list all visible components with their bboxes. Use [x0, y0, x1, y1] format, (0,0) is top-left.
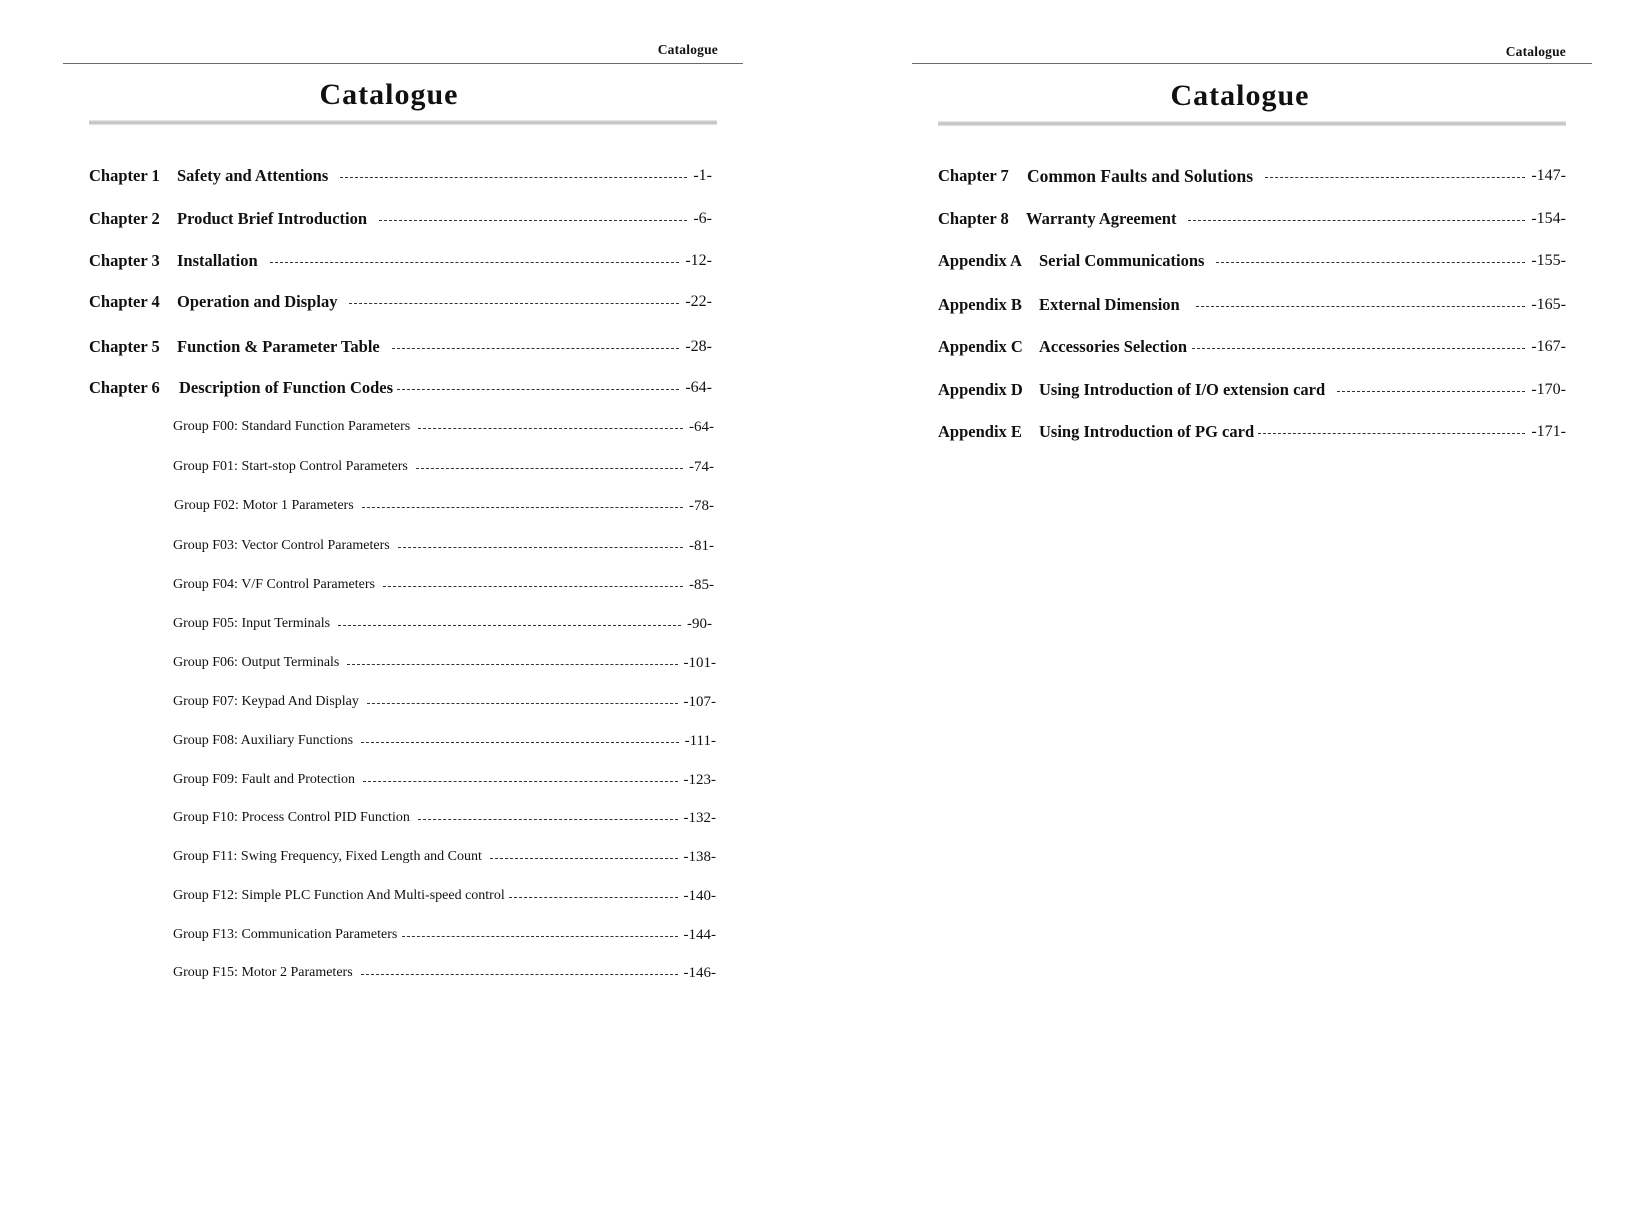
group-title: Group F06: Output Terminals — [173, 655, 340, 670]
group-title: Group F08: Auxiliary Functions — [173, 733, 354, 748]
group-title: Group F15: Motor 2 Parameters — [173, 965, 353, 980]
dot-leader — [1188, 220, 1525, 221]
chapter-title: Warranty Agreement — [1026, 209, 1177, 228]
dot-leader — [349, 303, 679, 304]
toc-group-entry — [173, 770, 716, 790]
page-number: -101- — [683, 654, 716, 671]
dot-leader — [418, 819, 678, 820]
dot-leader — [379, 220, 687, 221]
toc-appendix-entry — [938, 294, 1566, 316]
chapter-label: Chapter 3 — [89, 251, 160, 270]
page-number: -171- — [1531, 423, 1566, 440]
dot-leader — [398, 547, 683, 548]
toc-group-entry — [173, 963, 716, 983]
toc-group-entry — [173, 847, 716, 867]
toc-group-entry — [173, 653, 716, 673]
toc-chapter-entry — [89, 336, 712, 358]
toc-group-entry — [173, 886, 716, 906]
chapter-title: Function & Parameter Table — [177, 337, 380, 356]
chapter-label: Chapter 1 — [89, 166, 160, 185]
dot-leader — [1192, 348, 1525, 349]
dot-leader — [397, 389, 679, 390]
chapter-label: Chapter 7 — [938, 166, 1009, 185]
dot-leader — [490, 858, 678, 859]
group-title: Group F12: Simple PLC Function And Multi-speed control — [173, 888, 505, 903]
page-number: -170- — [1531, 381, 1566, 398]
dot-leader — [509, 897, 678, 898]
toc-appendix-entry — [938, 336, 1566, 358]
appendix-title: Serial Communications — [1039, 251, 1205, 270]
chapter-label: Chapter 8 — [938, 209, 1009, 228]
dot-leader — [1265, 177, 1525, 178]
dot-leader — [338, 625, 681, 626]
group-title: Group F10: Process Control PID Function — [173, 810, 410, 825]
appendix-label: Appendix E — [938, 422, 1022, 441]
toc-group-entry — [173, 457, 714, 477]
toc-group-entry — [173, 808, 716, 828]
title-rule — [89, 120, 717, 125]
dot-leader — [383, 586, 683, 587]
page-number: -1- — [693, 167, 712, 184]
toc-group-entry — [173, 417, 714, 437]
dot-leader — [361, 742, 679, 743]
dot-leader — [1258, 433, 1525, 434]
toc-group-entry — [173, 731, 716, 751]
group-title: Group F13: Communication Parameters — [173, 927, 398, 942]
chapter-label: Chapter 6 — [89, 378, 160, 397]
dot-leader — [416, 468, 683, 469]
dot-leader — [402, 936, 677, 937]
toc-chapter-entry — [89, 250, 712, 272]
appendix-label: Appendix C — [938, 337, 1023, 356]
dot-leader — [270, 262, 680, 263]
toc-chapter-entry — [938, 165, 1566, 187]
page-number: -140- — [683, 887, 716, 904]
group-title: Group F02: Motor 1 Parameters — [174, 498, 354, 513]
page-number: -111- — [684, 732, 716, 749]
dot-leader — [1196, 306, 1526, 307]
appendix-title: Accessories Selection — [1039, 337, 1187, 356]
page-number: -144- — [683, 926, 716, 943]
page-number: -81- — [689, 537, 714, 554]
toc-group-entry — [173, 614, 712, 634]
toc-appendix-entry — [938, 421, 1566, 443]
right-page — [822, 0, 1644, 1224]
toc-group-entry — [173, 692, 716, 712]
header-rule — [63, 63, 743, 64]
page-title: Catalogue — [1170, 79, 1310, 112]
chapter-title: Description of Function Codes — [179, 378, 394, 397]
toc-appendix-entry — [938, 379, 1566, 401]
toc-group-entry — [174, 496, 714, 516]
page-number: -132- — [683, 809, 716, 826]
dot-leader — [347, 664, 677, 665]
page-number: -154- — [1531, 210, 1566, 227]
chapter-label: Chapter 2 — [89, 209, 160, 228]
page-number: -74- — [689, 458, 714, 475]
toc-group-entry — [173, 575, 714, 595]
page-number: -6- — [693, 210, 712, 227]
page-number: -28- — [685, 338, 712, 355]
group-title: Group F03: Vector Control Parameters — [173, 538, 390, 553]
appendix-title: Using Introduction of I/O extension card — [1039, 380, 1326, 399]
appendix-label: Appendix B — [938, 295, 1022, 314]
dot-leader — [392, 348, 680, 349]
chapter-title: Safety and Attentions — [177, 166, 329, 185]
dot-leader — [362, 507, 683, 508]
chapter-title: Common Faults and Solutions — [1027, 165, 1254, 186]
dot-leader — [363, 781, 678, 782]
toc-group-entry — [173, 536, 714, 556]
group-title: Group F11: Swing Frequency, Fixed Length and Count — [173, 849, 482, 864]
group-title: Group F00: Standard Function Parameters — [173, 419, 411, 434]
dot-leader — [361, 974, 678, 975]
group-title: Group F09: Fault and Protection — [173, 772, 355, 787]
appendix-label: Appendix D — [938, 380, 1023, 399]
page-number: -90- — [687, 615, 712, 632]
page-number: -64- — [685, 379, 712, 396]
page-number: -107- — [683, 693, 716, 710]
page-number: -12- — [685, 252, 712, 269]
title-rule — [938, 121, 1566, 126]
toc-chapter-entry — [938, 208, 1566, 230]
page-number: -146- — [683, 964, 716, 981]
running-header: Catalogue — [1505, 44, 1566, 59]
toc-chapter-entry — [89, 377, 712, 399]
page-number: -138- — [683, 848, 716, 865]
chapter-title: Installation — [177, 251, 258, 270]
dot-leader — [367, 703, 678, 704]
header-rule — [912, 63, 1592, 64]
toc-chapter-entry — [89, 208, 712, 230]
page-number: -167- — [1531, 338, 1566, 355]
toc-group-entry — [173, 925, 716, 945]
page-number: -64- — [689, 418, 714, 435]
dot-leader — [418, 428, 683, 429]
group-title: Group F04: V/F Control Parameters — [173, 577, 375, 592]
appendix-title: Using Introduction of PG card — [1039, 422, 1255, 441]
page-number: -85- — [689, 576, 714, 593]
page-number: -123- — [683, 771, 716, 788]
toc-appendix-entry — [938, 250, 1566, 272]
page-number: -165- — [1531, 296, 1566, 313]
dot-leader — [1337, 391, 1525, 392]
dot-leader — [340, 177, 687, 178]
page-number: -147- — [1531, 167, 1566, 184]
group-title: Group F05: Input Terminals — [173, 616, 331, 631]
toc-chapter-entry — [89, 165, 712, 187]
group-title: Group F07: Keypad And Display — [173, 694, 359, 709]
dot-leader — [1216, 262, 1525, 263]
page-title: Catalogue — [319, 78, 459, 111]
chapter-label: Chapter 5 — [89, 337, 160, 356]
chapter-title: Operation and Display — [177, 292, 338, 311]
toc-chapter-entry — [89, 291, 712, 313]
chapter-label: Chapter 4 — [89, 292, 160, 311]
group-title: Group F01: Start-stop Control Parameters — [173, 459, 408, 474]
appendix-title: External Dimension — [1039, 295, 1180, 314]
page-number: -22- — [685, 293, 712, 310]
page-number: -155- — [1531, 252, 1566, 269]
page-number: -78- — [689, 497, 714, 514]
chapter-title: Product Brief Introduction — [177, 209, 368, 228]
appendix-label: Appendix A — [938, 251, 1022, 270]
running-header: Catalogue — [657, 42, 718, 57]
